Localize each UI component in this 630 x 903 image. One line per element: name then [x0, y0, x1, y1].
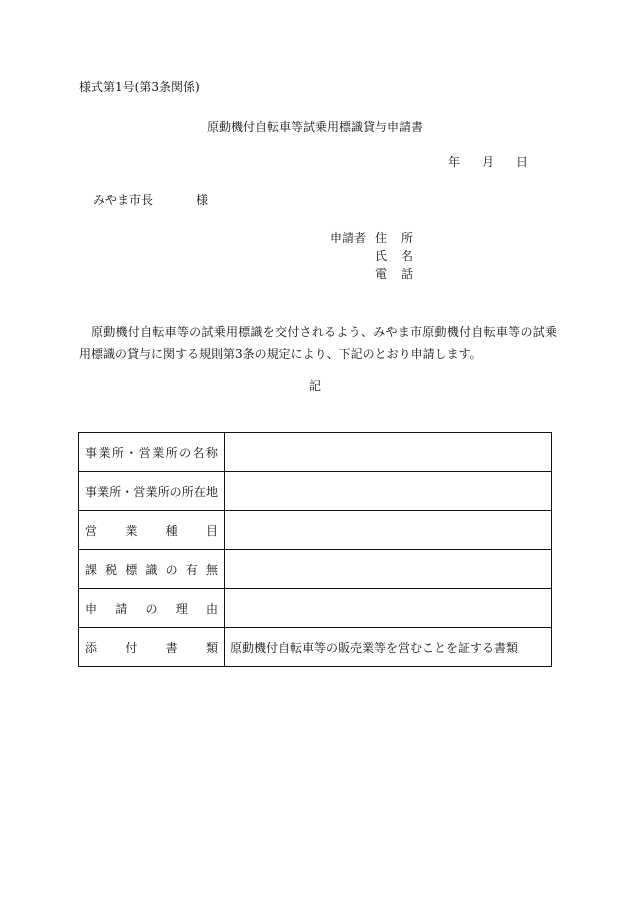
- form-number: 様式第1号(第3条関係): [79, 80, 200, 94]
- applicant-phone-label: 電話: [375, 267, 428, 281]
- row-label-char: 書: [165, 640, 178, 655]
- row-value-cell[interactable]: [225, 511, 552, 550]
- applicant-address-label: 住所: [375, 231, 428, 245]
- row-label-char: 所: [181, 484, 194, 499]
- row-label-char: 理: [175, 601, 188, 616]
- row-label-char: 称: [205, 445, 218, 460]
- addressee-honorific: 様: [196, 193, 209, 207]
- row-label-char: 付: [125, 640, 138, 655]
- addressee-name: みやま市長: [93, 193, 154, 207]
- row-label: [85, 522, 218, 539]
- row-label-char: 課: [85, 562, 98, 577]
- row-label: [85, 483, 218, 500]
- date-day-label: 日: [516, 155, 529, 169]
- row-label-cell: [79, 628, 225, 667]
- date-year-label: 年: [448, 155, 461, 169]
- applicant-label: 申請者: [330, 231, 367, 245]
- row-label-char: 所: [109, 484, 122, 499]
- row-label-char: 業: [145, 484, 158, 499]
- row-label-char: 所: [111, 445, 124, 460]
- table-row: [79, 628, 552, 667]
- row-label-char: 申: [85, 601, 98, 616]
- application-table: [78, 432, 552, 667]
- row-label-char: 業: [98, 445, 111, 460]
- row-label-char: 標: [125, 562, 138, 577]
- row-label-char: 地: [205, 484, 218, 499]
- row-label-char: 請: [115, 601, 128, 616]
- ki-heading: 記: [308, 379, 321, 393]
- row-label-char: 種: [165, 523, 178, 538]
- row-label-cell: [79, 589, 225, 628]
- row-label-char: 事: [85, 484, 98, 499]
- row-label: [85, 561, 218, 578]
- row-label-char: の: [145, 601, 158, 616]
- row-label: [85, 444, 218, 461]
- row-value-cell[interactable]: 原動機付自転車等の販売業等を営むことを証する書類: [225, 628, 552, 667]
- row-value-cell[interactable]: [225, 433, 552, 472]
- row-label-char: の: [165, 562, 178, 577]
- row-value-cell[interactable]: [225, 589, 552, 628]
- row-label: [85, 600, 218, 617]
- row-value-cell[interactable]: [225, 550, 552, 589]
- row-label-char: 在: [193, 484, 206, 499]
- row-label-char: 目: [205, 523, 218, 538]
- row-label-char: 業: [152, 445, 165, 460]
- row-label-char: 所: [165, 445, 178, 460]
- row-label-char: 添: [85, 640, 98, 655]
- row-label-char: 無: [205, 562, 218, 577]
- row-label-char: 業: [97, 484, 110, 499]
- table-row: [79, 511, 552, 550]
- table-row: [79, 472, 552, 511]
- row-label-cell: [79, 433, 225, 472]
- row-value-cell[interactable]: [225, 472, 552, 511]
- table-row: [79, 433, 552, 472]
- row-label-char: の: [179, 445, 192, 460]
- table-row: [79, 589, 552, 628]
- row-label-cell: [79, 550, 225, 589]
- row-label-char: 由: [205, 601, 218, 616]
- row-label-char: 営: [133, 484, 146, 499]
- row-label-char: 有: [185, 562, 198, 577]
- applicant-name-label: 氏名: [375, 249, 428, 263]
- application-body-text: 原動機付自転車等の試乗用標識を交付されるよう、みやま市原動機付自転車等の試乗用標識の貸与に関する規則第3条の規定により、下記のとおり申請します。: [79, 325, 557, 361]
- row-label-char: ・: [125, 445, 138, 460]
- row-label: [85, 639, 218, 656]
- row-label-char: 名: [192, 445, 205, 460]
- row-label-char: 営: [138, 445, 151, 460]
- row-label-char: 事: [85, 445, 98, 460]
- row-label-char: 営: [85, 523, 98, 538]
- row-label-char: 業: [125, 523, 138, 538]
- row-label-char: 所: [157, 484, 170, 499]
- row-label-char: 類: [205, 640, 218, 655]
- document-title: 原動機付自転車等試乗用標識貸与申請書: [206, 120, 423, 134]
- row-label-char: ・: [121, 484, 134, 499]
- date-month-label: 月: [482, 155, 495, 169]
- row-label-cell: [79, 511, 225, 550]
- table-row: [79, 550, 552, 589]
- row-label-char: 税: [105, 562, 118, 577]
- row-label-char: の: [169, 484, 182, 499]
- row-label-char: 識: [145, 562, 158, 577]
- row-label-cell: [79, 472, 225, 511]
